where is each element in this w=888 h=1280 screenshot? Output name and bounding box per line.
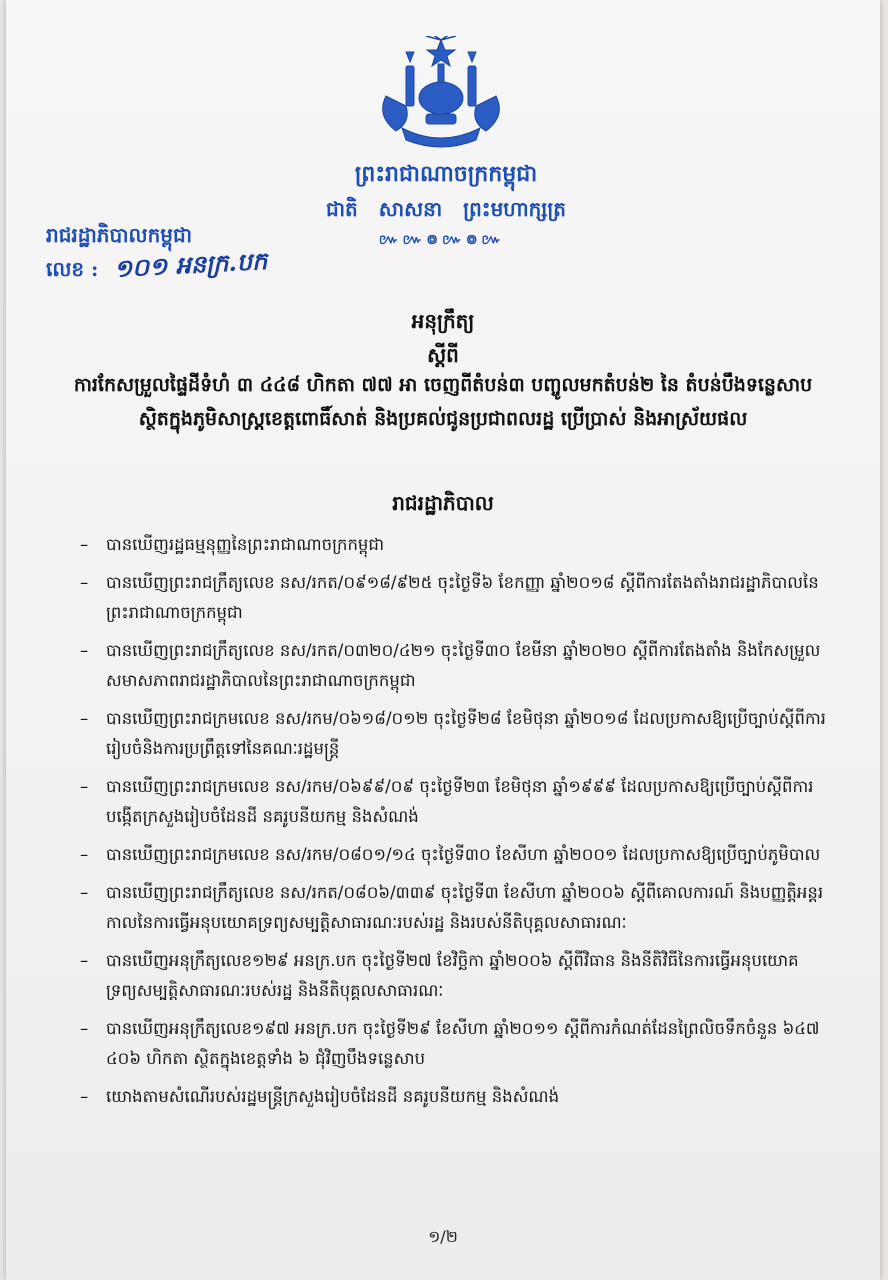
list-item [66,840,826,870]
dash-bullet: – [80,1019,89,1038]
issuing-government: រាជរដ្ឋាភិបាលកម្ពុជា [46,223,192,247]
kingdom-name: ព្រះរាជាណាចក្រកម្ពុជា [354,161,538,187]
document-number-handwritten: ១០១ អនក្រ.បក [113,246,268,283]
document-number-label: លេខ : [46,257,99,281]
list-item-text: យោងតាមសំណើរបស់រដ្ឋមន្ត្រីក្រសួងរៀបចំដែនដី នគរូបនីយកម្ម និងសំណង់ [106,1087,560,1106]
list-item [66,568,826,628]
list-item-text: បានឃើញអនុក្រឹត្យលេខ១២៩ អនក្រ.បក ចុះថ្ងៃទី២៧ ខែវិច្ឆិកា ឆ្នាំ២០០៦ ស្តីពីវិធាន និងនីតិវិធីនៃការធ្វើអនុបយោគទ្រព្យសម្បត្តិសាធារណៈរបស់រដ្ឋ និងនីតិបុគ្គលសាធារណៈ [106,951,799,1000]
list-item-text: បានឃើញព្រះរាជក្រមលេខ នស/រកម/០៦១៨/០១២ ចុះថ្ងៃទី២៨ ខែមិថុនា ឆ្នាំ២០១៨ ដែលប្រកាសឱ្យប្រើច្បាប់ស្តីពីការរៀបចំនិងការប្រព្រឹត្តទៅនៃគណៈរដ្ឋមន្ត្រី [106,709,826,758]
list-item-text: បានឃើញព្រះរាជក្រឹត្យលេខ នស/រកត/០៩១៨/៩២៥ ចុះថ្ងៃទី៦ ខែកញ្ញា ឆ្នាំ២០១៨ ស្តីពីការតែងតាំងរាជរដ្ឋាភិបាលនៃព្រះរាជាណាចក្រកម្ពុជា [106,573,819,622]
document-type: អនុក្រឹត្យ [411,309,475,333]
list-item [66,636,826,696]
government-heading: រាជរដ្ឋាភិបាល [392,491,494,515]
dash-bullet: – [80,709,89,728]
list-item [66,1082,826,1112]
document-page [6,0,880,1280]
dash-bullet: – [80,1087,89,1106]
list-item-text: បានឃើញព្រះរាជក្រមលេខ នស/រកម/០៨០១/១៤ ចុះថ្ងៃទី៣០ ខែសីហា ឆ្នាំ២០០១ ដែលប្រកាសឱ្យប្រើច្បាប់ភូមិបាល [106,845,821,864]
dash-bullet: – [80,777,89,796]
ornament-divider: ៚៚៙៚៙៚ [378,232,506,248]
list-item [66,946,826,1006]
list-item [66,530,826,560]
dash-bullet: – [80,883,89,902]
dash-bullet: – [80,535,89,554]
preamble-list [66,530,826,1120]
page-number: ១/២ [428,1227,458,1246]
list-item-text: បានឃើញព្រះរាជក្រឹត្យលេខ នស/រកត/០៨០៦/៣៣៩ ចុះថ្ងៃទី៣ ខែសីហា ឆ្នាំ២០០៦ ស្តីពីគោលការណ៍ និងបញ្ញត្តិអន្តរកាលនៃការធ្វើអនុបយោគទ្រព្យសម្បត្តិសាធារណៈរបស់រដ្ឋ និងរបស់នីតិបុគ្គលសាធារណៈ [106,883,824,932]
list-item [66,704,826,764]
dash-bullet: – [80,573,89,592]
dash-bullet: – [80,845,89,864]
royal-coat-of-arms-emblem [366,36,516,156]
list-item [66,772,826,832]
list-item [66,878,826,938]
national-motto: ជាតិ សាសនា ព្រះមហាក្សត្រ [326,197,566,221]
dash-bullet: – [80,951,89,970]
list-item [66,1014,826,1074]
list-item-text: បានឃើញព្រះរាជក្រឹត្យលេខ នស/រកត/០៣២០/៤២១ ចុះថ្ងៃទី៣០ ខែមីនា ឆ្នាំ២០២០ ស្តីពីការតែងតាំង និងកែសម្រួលសមាសភាពរាជរដ្ឋាភិបាលនៃព្រះរាជាណាចក្រកម្ពុជា [106,641,821,690]
dash-bullet: – [80,641,89,660]
list-item-text: បានឃើញរដ្ឋធម្មនុញ្ញនៃព្រះរាជាណាចក្រកម្ពុជា [106,535,385,554]
document-subject: ការកែសម្រួលផ្ទៃដីទំហំ ៣ ៤៤៨ ហិកតា ៧៧ អា ចេញពីតំបន់៣ បញ្ចូលមកតំបន់២ នៃ តំបន់បឹងទន្លេសាប ស្ថិតក្នុងភូមិសាស្ត្រខេត្តពោធិ៍សាត់ និងប្រគល់ជូនប្រជាពលរដ្ឋ ប្រើប្រាស់ និងអាស្រ័យផល [73,374,813,430]
list-item-text: បានឃើញព្រះរាជក្រមលេខ នស/រកម/០៦៩៩/០៩ ចុះថ្ងៃទី២៣ ខែមិថុនា ឆ្នាំ១៩៩៩ ដែលប្រកាសឱ្យប្រើច្បាប់ស្តីពីការបង្កើតក្រសួងរៀបចំដែនដី នគរូបនីយកម្ម និងសំណង់ [106,777,814,826]
list-item-text: បានឃើញអនុក្រឹត្យលេខ១៩៧ អនក្រ.បក ចុះថ្ងៃទី២៩ ខែសីហា ឆ្នាំ២០១១ ស្តីពីការកំណត់ដែនព្រៃលិចទឹកចំនួន ៦៤៧ ៤០៦ ហិកតា ស្ថិតក្នុងខេត្តទាំង ៦ ជុំវិញបឹងទន្លេសាប [106,1019,820,1068]
about-label: ស្តីពី [427,343,459,367]
